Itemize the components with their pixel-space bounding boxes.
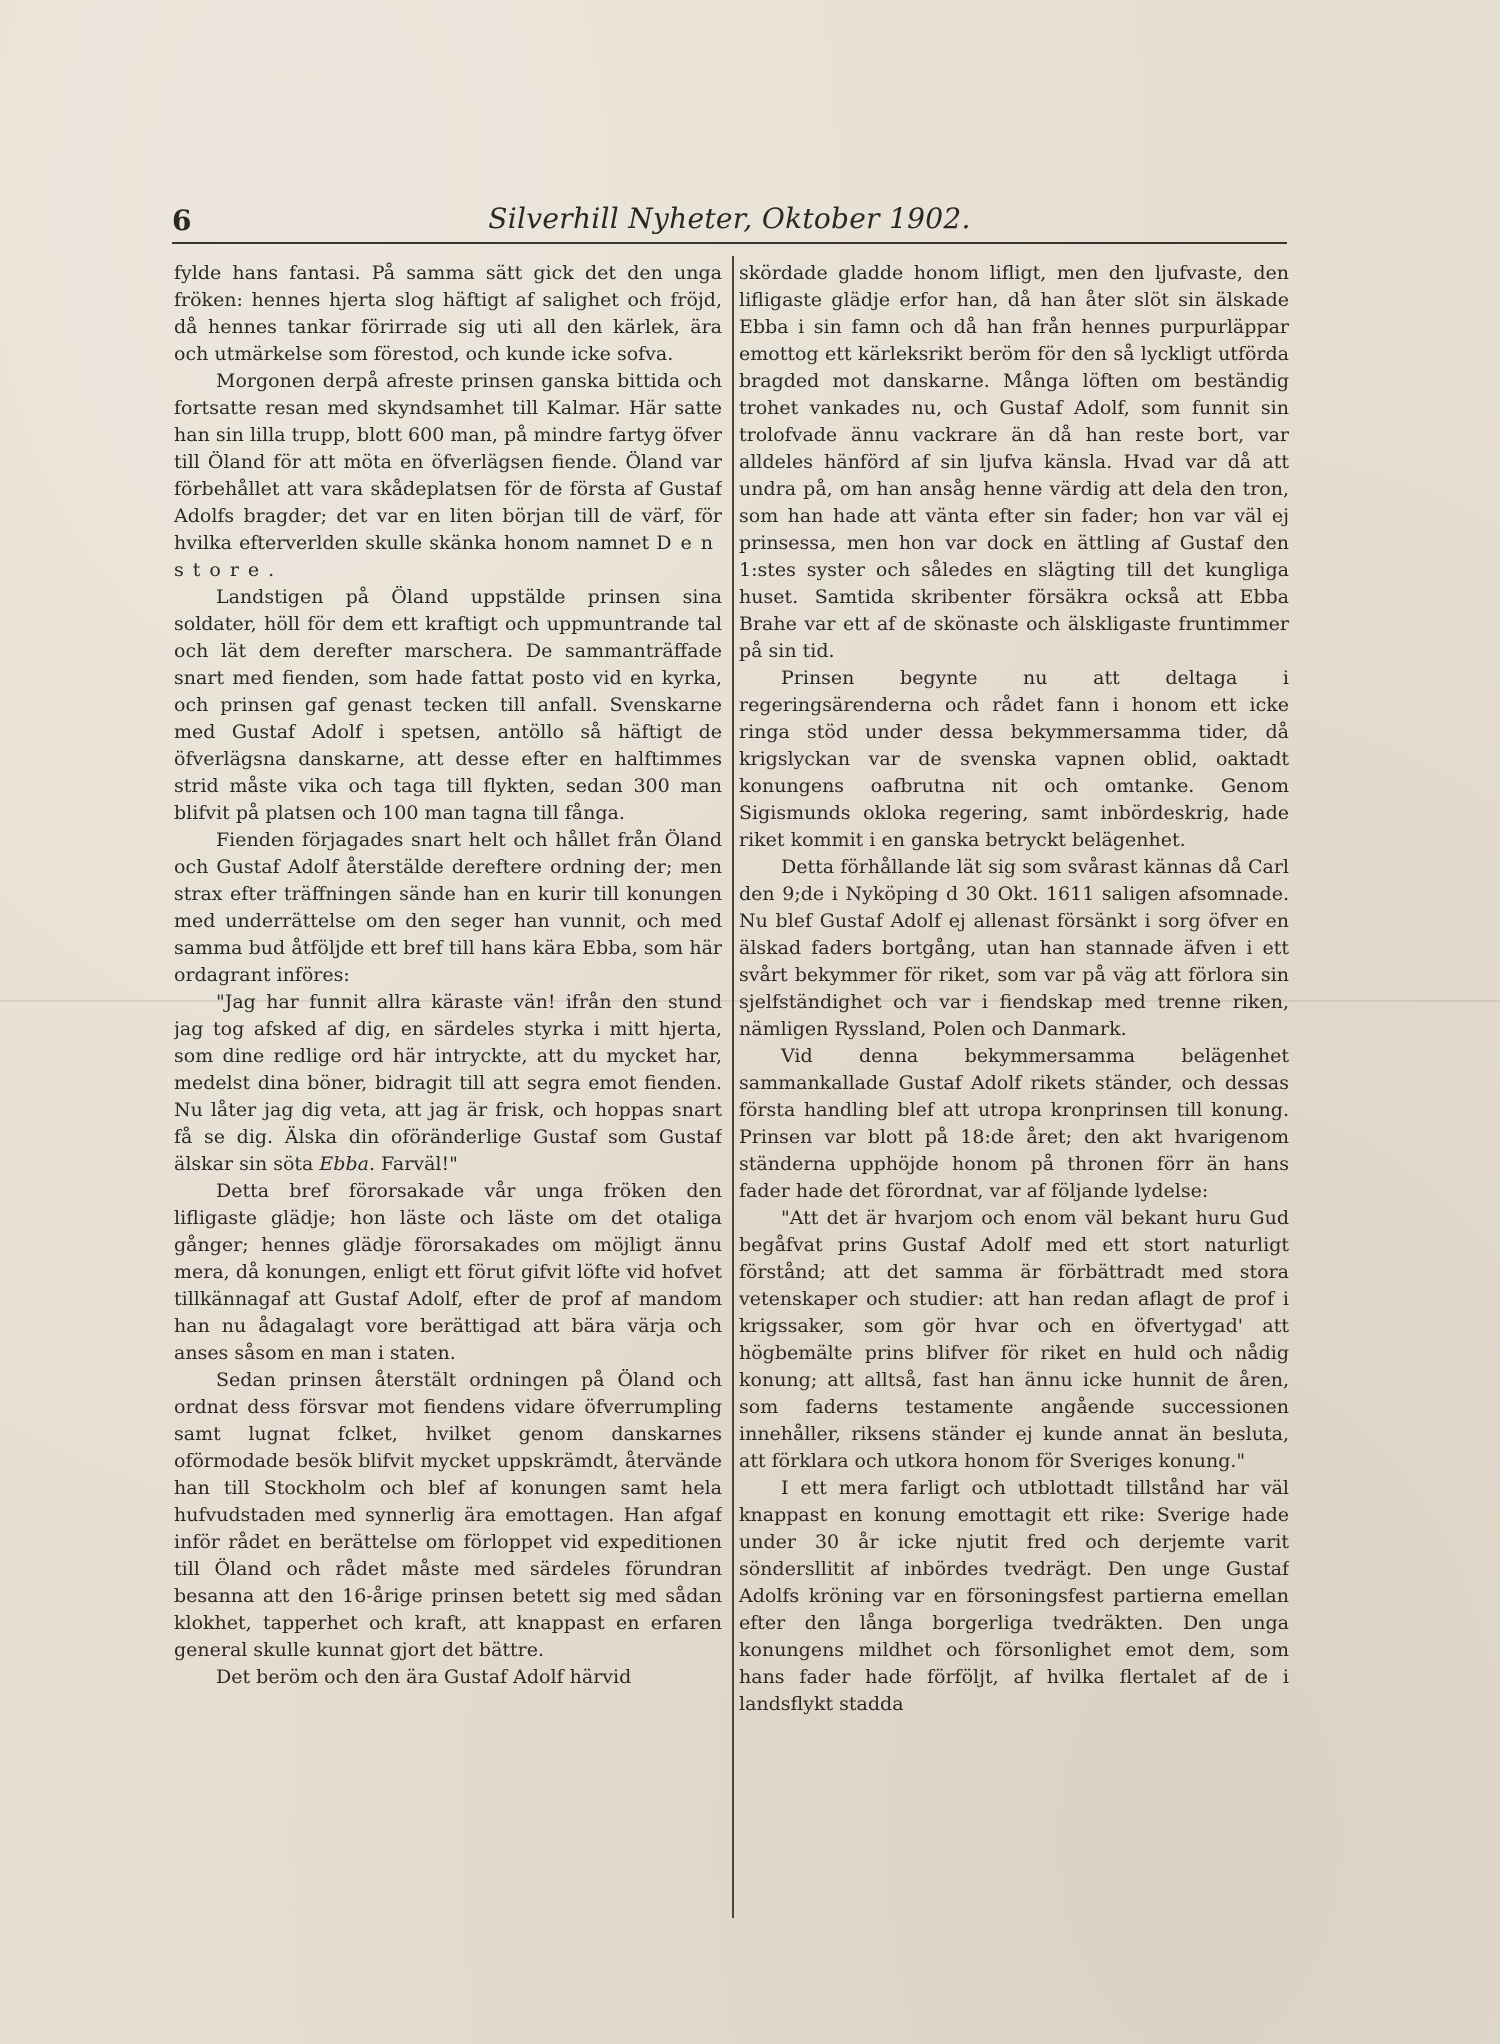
column-divider: [732, 256, 734, 1918]
page-header: [172, 200, 1287, 240]
paragraph: Fienden förjagades snart helt och hållet från Öland och Gustaf Adolf återstälde dereftere ordning der; men strax efter träffningen sände han en kurir till konungen med underrättelse om den seger han vunnit, och med samma bud åtföljde ett bref till hans kära Ebba, som här ordagrant införes:: [174, 829, 722, 986]
decree-quote: "Att det är hvarjom och enom väl bekant huru Gud begåfvat prins Gustaf Adolf med ett stort naturligt förstånd; att det samma är förbättradt med stora vetenskaper och studier: att han redan aflagt de prof i krigssaker, som gör hvar och en öfvertygad' att högbemälte prins blifver för riket en huld och nådig konung; att alltså, fast han ännu icke hunnit de åren, som faderns testamente angående successionen innehåller, riksens ständer ej kunde annat än besluta, att förklara och utkora honom för Sveriges konung.": [739, 1207, 1289, 1472]
paragraph: skördade gladde honom lifligt, men den ljufvaste, den lifligaste glädje erfor han, då han åter slöt sin älskade Ebba i sin famn och då han från hennes purpurläppar emottog ett kärleksrikt beröm för den så lyckligt utförda bragded mot danskarne. Många löften om beständig trohet vankades nu, och Gustaf Adolf, som funnit sin trolofvade ännu vackrare än då han reste bort, var alldeles hänförd af sin ljufva känsla. Hvad var då att undra på, om han ansåg henne värdig att dela den tron, som han hade att vänta efter sin fader; hon var väl ej prinsessa, men hon var dock en ättling af Gustaf den 1:stes syster och således en slägting till det kungliga huset. Samtida skribenter försäkra också att Ebba Brahe var ett af de skönaste och älskligaste fruntimmer på sin tid.: [739, 262, 1289, 662]
italic-name: Ebba.: [319, 1153, 375, 1175]
left-column: [174, 260, 722, 1920]
emphasized-name: Den store.: [174, 532, 722, 581]
quote-text: "Jag har funnit allra käraste vän! ifrån den stund jag tog afsked af dig, en särdeles styrka i mitt hjerta, som dine redlige ord här intryckte, att du mycket har, medelst dina böner, bidragit till att segra emot fienden. Nu låter jag dig veta, att jag är frisk, och hoppas snart få se dig. Älska din oföränderlige Gustaf som Gustaf älskar sin söta: [174, 991, 722, 1175]
paragraph: Sedan prinsen återstält ordningen på Öland och ordnat dess försvar mot fiendens vidare öfverrumpling samt lugnat fclket, hvilket genom danskarnes oförmodade besök blifvit mycket uppskrämdt, återvände han till Stockholm och blef af konungen samt hela hufvudstaden med synnerlig ära emottagen. Han afgaf inför rådet en berättelse om förloppet vid expeditionen till Öland och rådet måste med särdeles förundran besanna att den 16-årige prinsen betett sig med sådan klokhet, tapperhet och kraft, att knappast en erfaren general skulle kunnat gjort det bättre.: [174, 1369, 722, 1661]
letter-quote: [174, 989, 722, 1178]
paragraph: Landstigen på Öland uppstälde prinsen sina soldater, höll för dem ett kraftigt och uppmuntrande tal och lät dem derefter marschera. De sammanträffade snart med fienden, som hade fattat posto vid en kyrka, och prinsen gaf genast tecken till anfall. Svenskarne med Gustaf Adolf i spetsen, antöllo så häftigt de öfverlägsna danskarne, att desse efter en halftimmes strid måste vika och taga till flykten, sedan 300 man blifvit på platsen och 100 man tagna till fånga.: [174, 586, 722, 824]
paragraph: Detta bref förorsakade vår unga fröken den lifligaste glädje; hon läste och läste om det otaliga gånger; hennes glädje förorsakades om möjligt ännu mera, då konungen, enligt ett förut gifvit löfte vid hofvet tillkännagaf att Gustaf Adolf, efter de prof af mandom han nu ådagalagt vore berättigad att bära värja och anses såsom en man i staten.: [174, 1180, 722, 1364]
paragraph: Vid denna bekymmersamma belägenhet sammankallade Gustaf Adolf rikets ständer, och dessas första handling blef att utropa kronprinsen till konung. Prinsen var blott på 18:de året; den akt hvarigenom ständerna upphöjde honom på thronen förr än hans fader hade det förordnat, var af följande lydelse:: [739, 1045, 1289, 1202]
paragraph: Detta förhållande lät sig som svårast kännas då Carl den 9;de i Nyköping d 30 Okt. 1611 saligen afsomnade. Nu blef Gustaf Adolf ej allenast försänkt i sorg öfver en älskad faders bortgång, utan han stannade äfven i ett svårt bekymmer för riket, som var på väg att förlora sin sjelfständighet och var i fiendskap med trenne riken, nämligen Ryssland, Polen och Danmark.: [739, 856, 1289, 1040]
paragraph: Det beröm och den ära Gustaf Adolf härvid: [216, 1666, 632, 1688]
header-rule: [172, 242, 1287, 244]
paragraph: Prinsen begynte nu att deltaga i regeringsärenderna och rådet fann i honom ett icke ringa stöd under dessa bekymmersamma tider, då krigslyckan var de svenska vapnen oblid, oaktadt konungens oafbrutna nit och omtanke. Genom Sigismunds okloka regering, samt inbördeskrig, hade riket kommit i en ganska betryckt belägenhet.: [739, 667, 1289, 851]
quote-closing: Farväl!": [381, 1153, 458, 1175]
paragraph: I ett mera farligt och utblottadt tillstånd har väl knappast en konung emottagit ett rike: Sverige hade under 30 år icke njutit fred och derjemte varit söndersllitit af inbördes tvedrägt. Den unge Gustaf Adolfs kröning var en försoningsfest partierna emellan efter den långa borgerliga tvedräkten. Den unga konungens mildhet och försonlighet emot dem, som hans fader hade förföljt, af hvilka flertalet af de i landsflykt stadda: [739, 1477, 1289, 1715]
right-column: [739, 260, 1289, 1920]
paragraph: [174, 368, 722, 584]
paragraph: fylde hans fantasi. På samma sätt gick det den unga fröken: hennes hjerta slog häftigt af salighet och fröjd, då hennes tankar förirrade sig uti all den kärlek, ära och utmärkelse som förestod, och kunde icke sofva.: [174, 262, 722, 365]
paragraph-text: Morgonen derpå afreste prinsen ganska bittida och fortsatte resan med skyndsamhet till Kalmar. Här satte han sin lilla trupp, blott 600 man, på mindre fartyg öfver till Öland för att möta en öfverlägsen fiende. Öland var förbehållet att vara skådeplatsen för de första af Gustaf Adolfs bragder; det var en liten början till de värf, för hvilka efterverlden skulle skänka honom namnet: [174, 370, 722, 554]
page-number: 6: [172, 204, 192, 237]
masthead-title: Silverhill Nyheter, Oktober 1902.: [488, 202, 971, 235]
